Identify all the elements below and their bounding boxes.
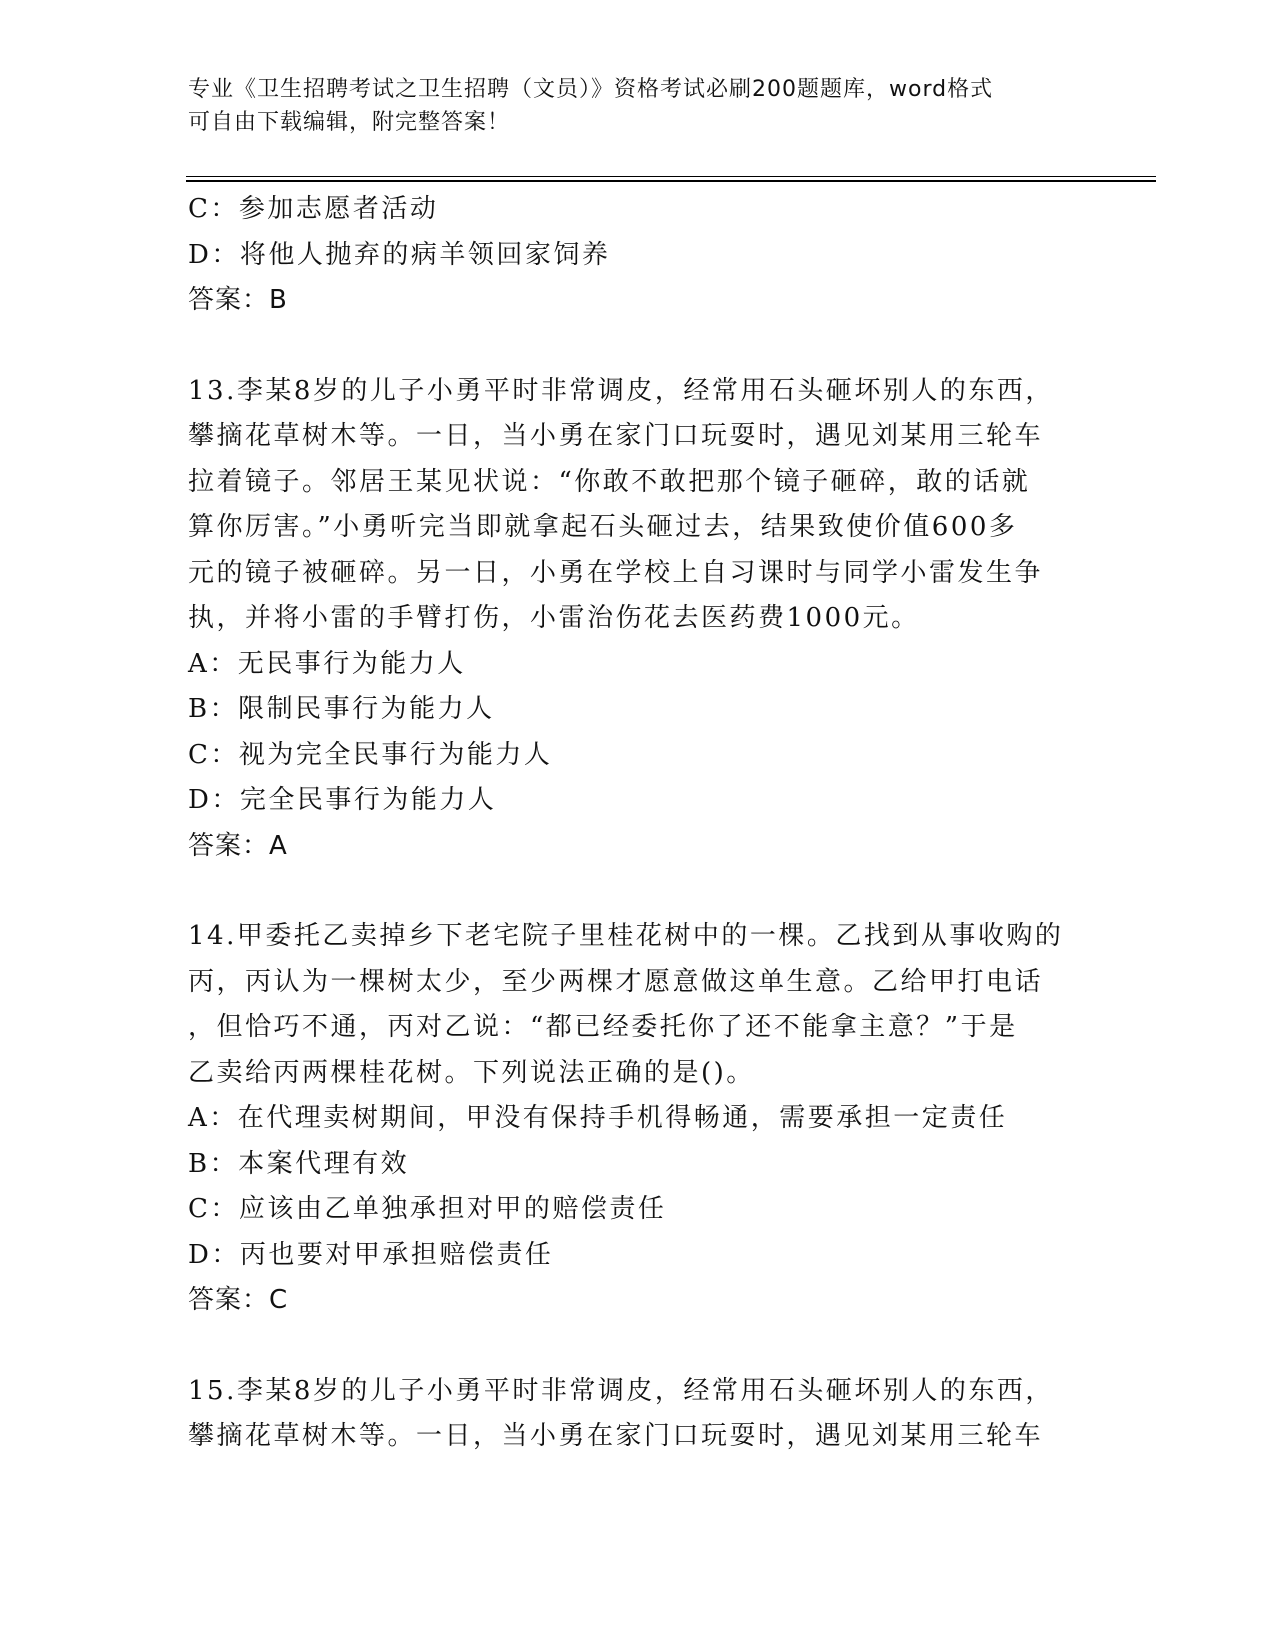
answer-line: 答案：B [188, 285, 288, 315]
option-c: C：视为完全民事行为能力人 [188, 739, 553, 770]
option-c: C：应该由乙单独承担对甲的赔偿责任 [188, 1194, 667, 1224]
question-stem-line: 乙卖给丙两棵桂花树。下列说法正确的是()。 [188, 1057, 755, 1088]
document-body [188, 187, 1088, 1460]
question-stem-line: 执，并将小雷的手臂打伤，小雷治伤花去医药费1000元。 [188, 603, 920, 633]
header-line: 专业《卫生招聘考试之卫生招聘（文员）》资格考试必刷200题题库，word格式 [188, 77, 994, 102]
question-stem-line: 元的镜子被砸碎。另一日，小勇在学校上自习课时与同学小雷发生争 [188, 557, 1044, 588]
question-stem-line: 15.李某8岁的儿子小勇平时非常调皮，经常用石头砸坏别人的东西， [188, 1375, 1054, 1406]
question-15 [188, 1369, 1088, 1460]
option-a: A：在代理卖树期间，甲没有保持手机得畅通，需要承担一定责任 [188, 1103, 1008, 1133]
option-b: B：本案代理有效 [188, 1148, 410, 1179]
answer-line: 答案：A [188, 830, 288, 861]
page-header [188, 73, 1088, 139]
header-divider-thin [186, 176, 1156, 177]
question-stem-line: 13.李某8岁的儿子小勇平时非常调皮，经常用石头砸坏别人的东西， [188, 375, 1054, 406]
option-d: D：将他人抛弃的病羊领回家饲养 [188, 239, 611, 270]
header-divider-thick [186, 180, 1156, 182]
question-13 [188, 369, 1088, 870]
question-stem-line: 攀摘花草树木等。一日，当小勇在家门口玩耍时，遇见刘某用三轮车 [188, 1421, 1044, 1451]
header-line: 可自由下载编辑，附完整答案！ [188, 110, 511, 135]
answer-line: 答案：C [188, 1285, 289, 1315]
question-stem-line: 拉着镜子。邻居王某见状说：“你敢不敢把那个镜子砸碎，敢的话就 [188, 466, 1031, 497]
question-stem-line: 算你厉害。”小勇听完当即就拿起石头砸过去，结果致使价值600多 [188, 512, 1018, 542]
question-fragment [188, 187, 1088, 324]
question-14 [188, 914, 1088, 1324]
question-stem-line: 14.甲委托乙卖掉乡下老宅院子里桂花树中的一棵。乙找到从事收购的 [188, 921, 1064, 951]
option-c: C：参加志愿者活动 [188, 194, 439, 224]
question-stem-line: 丙，丙认为一棵树太少，至少两棵才愿意做这单生意。乙给甲打电话 [188, 966, 1044, 997]
question-stem-line: ，但恰巧不通，丙对乙说：“都已经委托你了还不能拿主意？”于是 [188, 1012, 1018, 1042]
option-a: A：无民事行为能力人 [188, 648, 466, 679]
option-b: B：限制民事行为能力人 [188, 694, 495, 724]
option-d: D：完全民事行为能力人 [188, 785, 497, 815]
question-stem-line: 攀摘花草树木等。一日，当小勇在家门口玩耍时，遇见刘某用三轮车 [188, 421, 1044, 451]
option-d: D：丙也要对甲承担赔偿责任 [188, 1239, 554, 1270]
